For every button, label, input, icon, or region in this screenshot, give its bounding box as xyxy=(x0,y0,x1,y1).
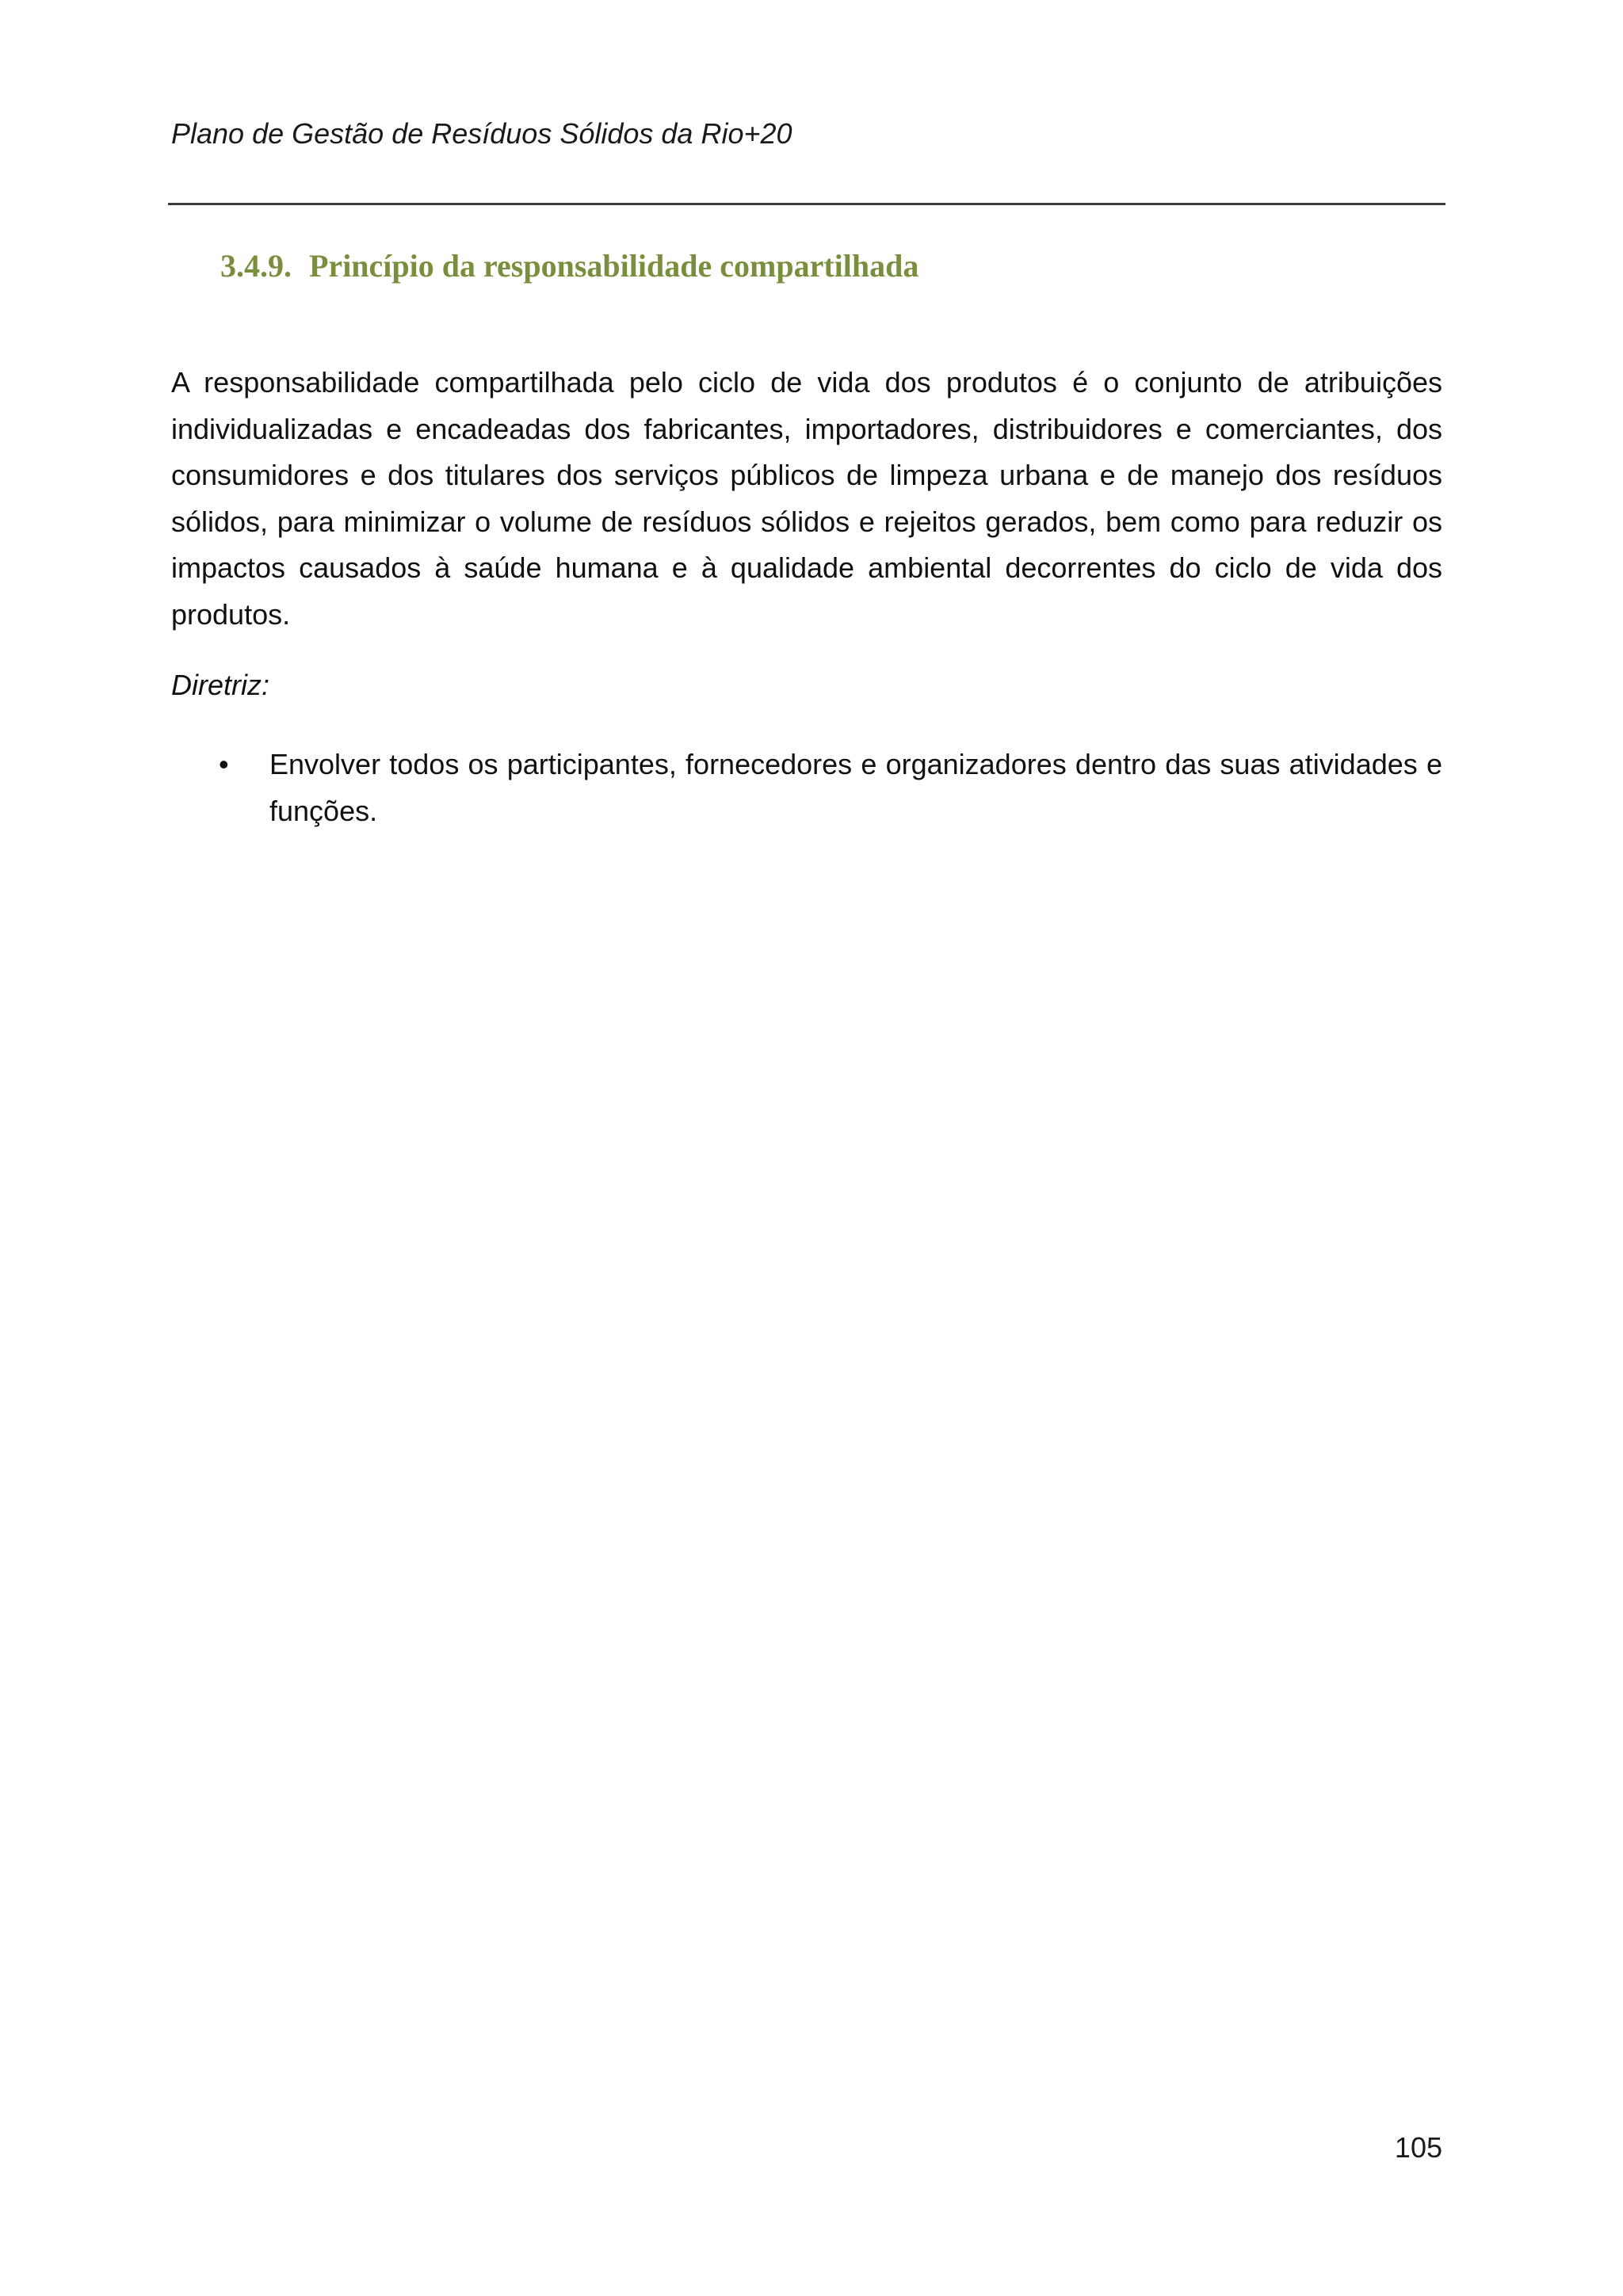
directive-label: Diretriz: xyxy=(171,669,269,701)
section-number: 3.4.9. xyxy=(220,248,292,284)
body-paragraph: A responsabilidade compartilhada pelo ciclo de vida dos produtos é o conjunto de atribuições individualizadas e encadeadas dos fabricantes, importadores, distribuidores e comerciantes, dos consumidores e dos titulares dos serviços públicos de limpeza urbana e de manejo dos resíduos sólidos, para minimizar o volume de resíduos sólidos e rejeitos gerados, bem como para reduzir os impactos causados à saúde humana e à qualidade ambiental decorrentes do ciclo de vida dos produtos. xyxy=(171,366,1442,631)
section-title: Princípio da responsabilidade compartilhada xyxy=(309,248,919,284)
list-item xyxy=(171,742,1442,834)
page-number: 105 xyxy=(1394,2131,1442,2164)
section-heading xyxy=(220,247,918,284)
running-header: Plano de Gestão de Resíduos Sólidos da Rio+20 xyxy=(171,117,792,150)
directive-list xyxy=(171,742,1442,834)
header-divider xyxy=(168,203,1445,205)
list-item-text: Envolver todos os participantes, fornecedores e organizadores dentro das suas atividades e funções. xyxy=(269,748,1442,827)
bullet-icon: • xyxy=(219,748,229,780)
